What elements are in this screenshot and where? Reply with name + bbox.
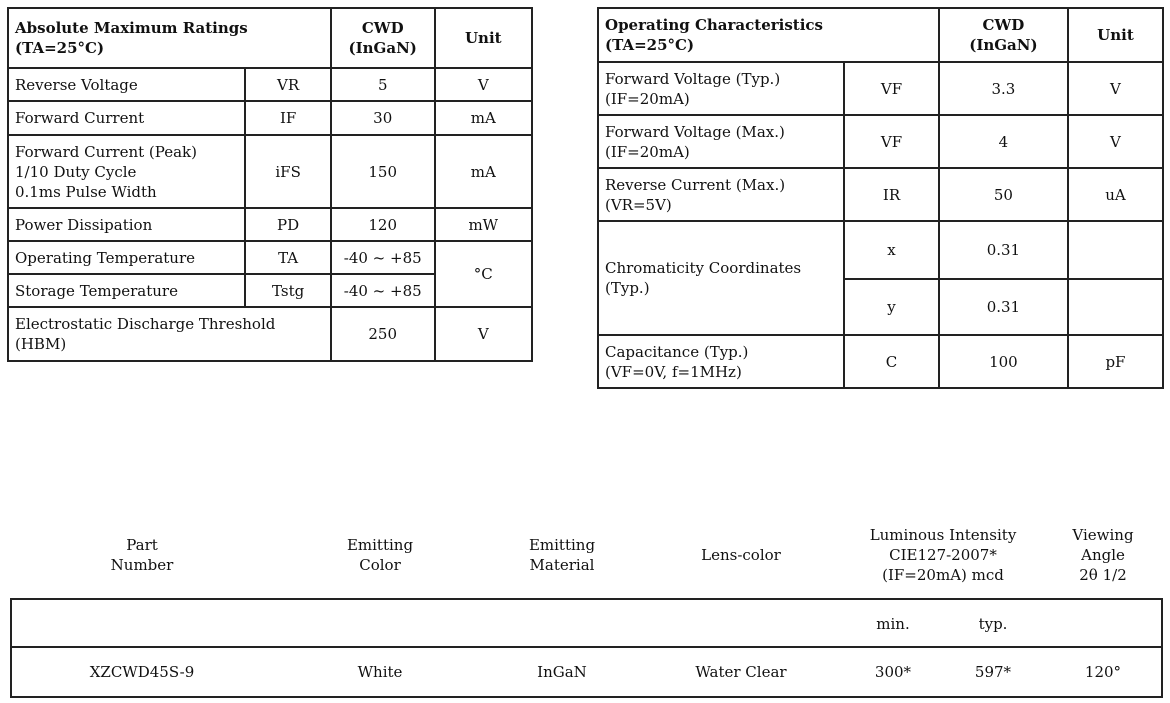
abs-unit: V bbox=[435, 68, 532, 101]
absolute-max-ratings-table bbox=[7, 7, 533, 362]
lum-header-line: CIE127-2007* bbox=[889, 546, 997, 564]
op-sym: VF bbox=[844, 62, 939, 115]
min-intensity-value: 300* bbox=[874, 663, 912, 681]
abs-val: 150 bbox=[331, 135, 435, 208]
op-val: 0.31 bbox=[939, 221, 1068, 279]
op-param-line: (IF=20mA) bbox=[605, 142, 690, 161]
part-table-divider bbox=[10, 646, 1163, 648]
op-cwd-label: CWD bbox=[982, 16, 1025, 34]
part-table-box bbox=[10, 598, 1163, 698]
view-header-line: Viewing bbox=[1072, 526, 1134, 544]
abs-header-cwd bbox=[331, 8, 435, 68]
abs-val: 250 bbox=[331, 307, 435, 361]
op-param-line: Chromaticity Coordinates bbox=[605, 259, 802, 277]
min-subheader: min. bbox=[876, 615, 910, 633]
op-val: 50 bbox=[939, 168, 1068, 221]
abs-header-unit: Unit bbox=[435, 8, 532, 68]
op-val: 3.3 bbox=[939, 62, 1068, 115]
luminous-intensity-header bbox=[853, 525, 1033, 585]
op-unit: V bbox=[1068, 115, 1163, 168]
typ-intensity-value: 597* bbox=[974, 663, 1012, 681]
abs-param-line: 0.1ms Pulse Width bbox=[15, 182, 157, 201]
op-param-line: (VF=0V, f=1MHz) bbox=[605, 362, 742, 381]
view-header-line: 2θ 1/2 bbox=[1079, 566, 1127, 584]
part-header-line: Part bbox=[126, 536, 158, 554]
op-sym: y bbox=[844, 279, 939, 335]
op-param-line: Reverse Current (Max.) bbox=[605, 175, 786, 194]
abs-param: Forward Current bbox=[8, 101, 245, 135]
abs-cond: (TA=25°C) bbox=[15, 39, 105, 57]
op-sym: IR bbox=[844, 168, 939, 221]
abs-sym: PD bbox=[245, 208, 330, 241]
op-param-line: (Typ.) bbox=[605, 279, 650, 297]
op-param-line: Forward Voltage (Max.) bbox=[605, 122, 785, 141]
op-param bbox=[598, 221, 844, 335]
abs-sym: VR bbox=[245, 68, 330, 101]
op-param-line: (VR=5V) bbox=[605, 195, 672, 214]
abs-header-title-cell bbox=[8, 8, 331, 68]
lens-color-header: Lens-color bbox=[701, 546, 781, 564]
color-header-line: Color bbox=[359, 556, 401, 574]
op-unit-empty bbox=[1068, 279, 1163, 335]
abs-val: 120 bbox=[331, 208, 435, 241]
op-header-title-cell bbox=[598, 8, 939, 62]
abs-param-line: Electrostatic Discharge Threshold bbox=[15, 315, 276, 333]
op-param-line: Forward Voltage (Typ.) bbox=[605, 69, 781, 88]
abs-sym: iFS bbox=[245, 135, 330, 208]
abs-unit: V bbox=[435, 307, 532, 361]
abs-unit: °C bbox=[435, 241, 532, 307]
abs-sym: Tstg bbox=[245, 274, 330, 307]
op-unit: V bbox=[1068, 62, 1163, 115]
op-param bbox=[598, 335, 844, 388]
abs-param: Storage Temperature bbox=[8, 274, 245, 307]
abs-sym: IF bbox=[245, 101, 330, 135]
lens-color-value: Water Clear bbox=[695, 663, 787, 681]
op-unit-empty bbox=[1068, 221, 1163, 279]
abs-param: Operating Temperature bbox=[8, 241, 245, 274]
op-ingan-label: (InGaN) bbox=[969, 36, 1038, 54]
material-header-line: Emitting bbox=[528, 536, 596, 554]
material-header-line: Material bbox=[529, 556, 595, 574]
emitting-color-header bbox=[300, 535, 460, 575]
abs-title: Absolute Maximum Ratings bbox=[15, 19, 248, 37]
op-param bbox=[598, 168, 844, 221]
op-sym: VF bbox=[844, 115, 939, 168]
op-val: 100 bbox=[939, 335, 1068, 388]
op-val: 0.31 bbox=[939, 279, 1068, 335]
abs-param: Power Dissipation bbox=[8, 208, 245, 241]
abs-val: 5 bbox=[331, 68, 435, 101]
abs-param bbox=[8, 135, 245, 208]
emitting-color-value: White bbox=[357, 663, 403, 681]
op-param bbox=[598, 115, 844, 168]
abs-val: 30 bbox=[331, 101, 435, 135]
part-number-value: XZCWD45S-9 bbox=[89, 663, 195, 681]
abs-unit: mA bbox=[435, 101, 532, 135]
op-param bbox=[598, 62, 844, 115]
op-unit: pF bbox=[1068, 335, 1163, 388]
part-header-line: Number bbox=[110, 556, 174, 574]
abs-val: -40 ~ +85 bbox=[331, 274, 435, 307]
abs-cwd-label: CWD bbox=[361, 19, 404, 37]
abs-param-line: (HBM) bbox=[15, 335, 67, 353]
op-val: 4 bbox=[939, 115, 1068, 168]
operating-characteristics-table bbox=[597, 7, 1164, 389]
abs-val: -40 ~ +85 bbox=[331, 241, 435, 274]
op-header-unit: Unit bbox=[1068, 8, 1163, 62]
abs-param-line: 1/10 Duty Cycle bbox=[15, 162, 137, 181]
op-title: Operating Characteristics bbox=[605, 16, 824, 34]
part-number-header bbox=[62, 535, 222, 575]
abs-unit: mW bbox=[435, 208, 532, 241]
abs-ingan-label: (InGaN) bbox=[348, 39, 417, 57]
typ-subheader: typ. bbox=[978, 615, 1008, 633]
lum-header-line: Luminous Intensity bbox=[869, 526, 1017, 544]
abs-sym: TA bbox=[245, 241, 330, 274]
abs-unit: mA bbox=[435, 135, 532, 208]
op-unit: uA bbox=[1068, 168, 1163, 221]
abs-param: Reverse Voltage bbox=[8, 68, 245, 101]
op-sym: x bbox=[844, 221, 939, 279]
viewing-angle-value: 120° bbox=[1084, 663, 1122, 681]
op-cond: (TA=25°C) bbox=[605, 36, 695, 54]
viewing-angle-header bbox=[1053, 525, 1153, 585]
op-sym: C bbox=[844, 335, 939, 388]
op-param-line: Capacitance (Typ.) bbox=[605, 342, 749, 361]
color-header-line: Emitting bbox=[346, 536, 414, 554]
view-header-line: Angle bbox=[1081, 546, 1125, 564]
emitting-material-value: InGaN bbox=[537, 663, 587, 681]
emitting-material-header bbox=[482, 535, 642, 575]
abs-param-line: Forward Current (Peak) bbox=[15, 142, 197, 161]
lum-header-line: (IF=20mA) mcd bbox=[882, 566, 1004, 584]
op-header-cwd bbox=[939, 8, 1068, 62]
abs-param bbox=[8, 307, 331, 361]
op-param-line: (IF=20mA) bbox=[605, 89, 690, 108]
